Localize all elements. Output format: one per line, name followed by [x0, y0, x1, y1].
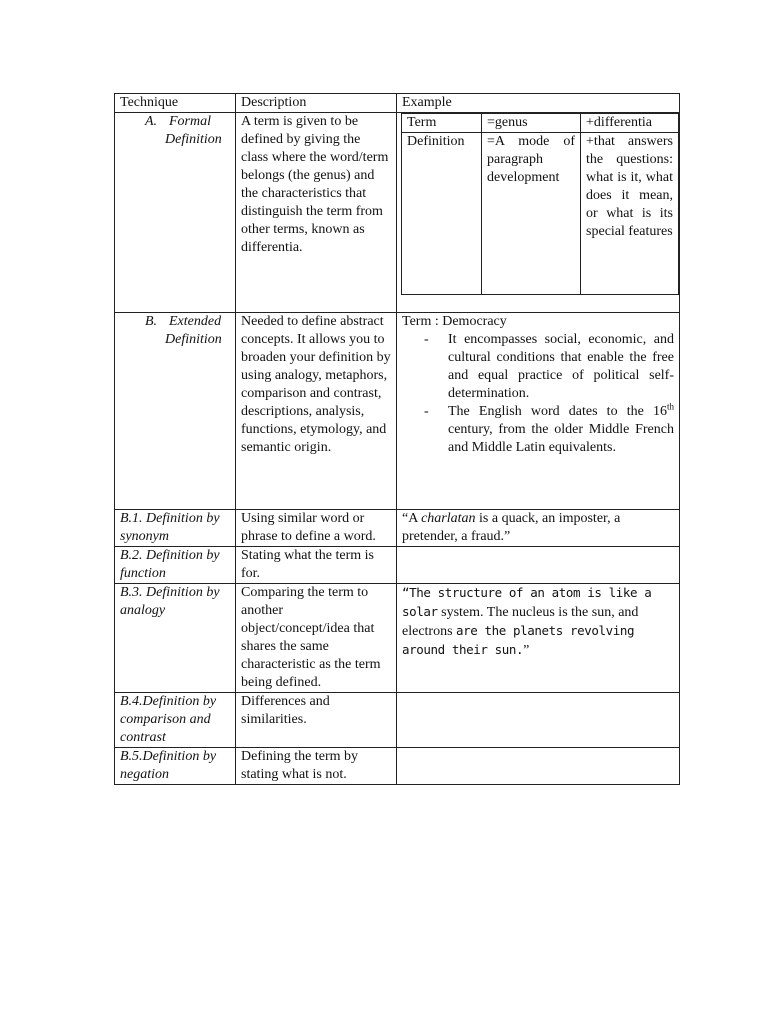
description-formal: A term is given to be defined by giving the class where the word/term belongs (the genus) and the characteristics that distinguish the term from other terms, known as differentia.	[236, 113, 397, 313]
header-technique: Technique	[115, 94, 236, 113]
technique-extended	[115, 313, 236, 510]
list-item: - It encompasses social, economic, and cultural conditions that enable the free and equal practice of political self- determination.	[424, 331, 674, 403]
technique-negation: B.5.Definition by negation	[115, 748, 236, 785]
example-cell-genus-value: =A mode of paragraph development	[482, 133, 581, 295]
example-cell-genus: =genus	[482, 114, 581, 133]
description-analogy: Comparing the term to another object/concept/idea that shares the same characteristic as the term being defined.	[236, 584, 397, 693]
formal-example-head	[402, 114, 679, 133]
example-text: system. The nucleus is the sun, and electrons	[402, 605, 639, 639]
table-row-function	[115, 547, 680, 584]
header-row	[115, 94, 680, 113]
superscript: th	[666, 401, 674, 412]
example-extended	[397, 313, 680, 510]
example-cell-term: Term	[402, 114, 482, 133]
header-description: Description	[236, 94, 397, 113]
description-function: Stating what the term is for.	[236, 547, 397, 584]
table-row-comparison	[115, 693, 680, 748]
description-extended: Needed to define abstract concepts. It allows you to broaden your definition by using analogy, metaphors, comparison and contrast, descriptions, analysis, functions, etymology, and semantic origin.	[236, 313, 397, 510]
example-cell-differentia-value: +that answers the questions: what is it, what does it mean, or what is its special features	[581, 133, 679, 295]
example-cell-differentia: +differentia	[581, 114, 679, 133]
technique-letter: B.	[145, 314, 158, 329]
description-comparison: Differences and similarities.	[236, 693, 397, 748]
example-term-democracy: Term : Democracy	[402, 314, 507, 329]
table-row-synonym	[115, 510, 680, 547]
technique-name: Extended	[169, 314, 222, 329]
example-analogy	[397, 584, 680, 693]
technique-comparison: B.4.Definition by comparison and contrast	[115, 693, 236, 748]
technique-synonym: B.1. Definition by synonym	[115, 510, 236, 547]
example-text: “A	[402, 511, 422, 526]
formal-example-table	[401, 113, 679, 295]
table-row-negation	[115, 748, 680, 785]
example-text: “The structure of an atom is like a solar	[402, 585, 652, 619]
table-row-formal	[115, 113, 680, 313]
technique-function: B.2. Definition by function	[115, 547, 236, 584]
example-cell-definition: Definition	[402, 133, 482, 295]
example-text: is a quack, an imposter, a pretender, a fraud.”	[402, 511, 621, 544]
example-text: ”	[523, 643, 530, 658]
example-function	[397, 547, 680, 584]
example-comparison	[397, 693, 680, 748]
example-bullet-list	[402, 331, 674, 457]
bullet-text: The English word dates to the 16	[448, 404, 667, 419]
header-example: Example	[397, 94, 680, 113]
example-formal	[397, 113, 680, 313]
example-negation	[397, 748, 680, 785]
bullet-text: century, from the older Middle French and Middle Latin equivalents.	[448, 422, 674, 455]
example-text: are the planets revolving around their sun.	[402, 623, 635, 657]
technique-name: Formal	[169, 114, 211, 129]
list-item	[424, 403, 674, 457]
technique-name-line2: Definition	[165, 332, 222, 347]
definition-techniques-table	[114, 93, 680, 785]
technique-letter: A.	[145, 114, 158, 129]
description-negation: Defining the term by stating what is not.	[236, 748, 397, 785]
technique-analogy: B.3. Definition by analogy	[115, 584, 236, 693]
technique-name-line2: Definition	[165, 132, 222, 147]
technique-formal	[115, 113, 236, 313]
formal-example-row	[402, 133, 679, 295]
example-italic-word: charlatan	[421, 511, 476, 526]
table-row-extended	[115, 313, 680, 510]
table-row-analogy	[115, 584, 680, 693]
description-synonym: Using similar word or phrase to define a word.	[236, 510, 397, 547]
example-synonym	[397, 510, 680, 547]
